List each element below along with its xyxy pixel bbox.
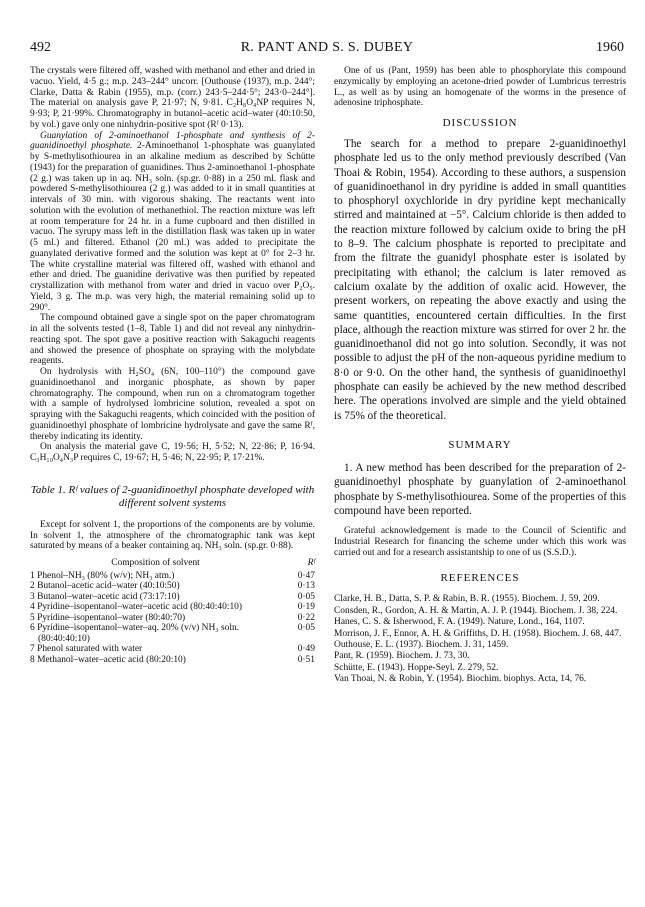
table-row bbox=[30, 623, 315, 644]
reference-item: Clarke, H. B., Datta, S. P. & Rabin, B. R. (1955). Biochem. J. 59, 209. bbox=[334, 594, 600, 605]
reference-item: Pant, R. (1959). Biochem. J. 73, 30. bbox=[334, 651, 470, 662]
solvent-cell: 6 Pyridine–isopentanol–water–aq. 20% (v/v) NH₃ soln. (80:40:40:10) bbox=[30, 623, 240, 644]
rf-cell: 0·19 bbox=[297, 602, 315, 612]
table-row bbox=[30, 592, 315, 603]
rf-cell: 0·05 bbox=[297, 591, 315, 602]
analysis-paragraph: On analysis the material gave C, 19·56; H, 5·52; N, 22·86; P, 16·94. C₃H₁₀O₄N₃P requires C, 19·67; H, 5·46; N, 22·95; P, 17·21%. bbox=[30, 442, 315, 463]
table-row bbox=[30, 602, 315, 613]
summary-text: 1. A new method has been described for the preparation of 2-guanidinoethyl phosphate by guanylation of 2-aminoethanol phosphate by S-methylisothiourea. Some of the properties of this compound have been reported. bbox=[334, 461, 626, 517]
summary-heading: SUMMARY bbox=[448, 438, 512, 451]
reference-item: Consden, R., Gordon, A. H. & Martin, A. J. P. (1944). Biochem. J. 38, 224. bbox=[334, 605, 618, 616]
crystals-paragraph: The crystals were filtered off, washed with methanol and ether and dried in vacuo. Yield, 4·5 g.; m.p. 243–244° uncorr. [Outhouse (1937), m.p. 244°; Clarke, Datta & Rabin (1955), m.p. (corr.) 243·5–244·5°; 243·0–244°]. The material on analysis gave P, 21·97; N, 9·81. C₂H₈O₄NP requires N, 9·93; P, 21·99%. Chromatography in butanol–acetic acid–water (40:10:50, by vol.) gave only one ninhydrin-positive spot (Rᶠ 0·13). bbox=[30, 66, 315, 130]
rf-table bbox=[30, 558, 315, 665]
rf-cell: 0·47 bbox=[297, 570, 315, 581]
rf-cell: 0·51 bbox=[297, 654, 315, 665]
discussion-text: The search for a method to prepare 2-guanidinoethyl phosphate led us to the only method previously described (Van Thoai & Robin, 1954). According to these authors, a suspension of guanidinoethanol in dry pyridine is added in small quantities to phosphoryl oxychloride in dry pyridine kept mechanically stirred and maintained at −5°. Calcium chloride is then added to the reaction mixture followed by calcium oxide to bring the pH to 8–9. The calcium phosphate is reported to precipitate and from the filtrate the guanidyl phosphate ester is isolated by precipitating with ethanol; the calcium is later removed as calcium oxalate by the addition of oxalic acid. However, the present workers, on repeating the above exactly and using the same quantities, encountered certain difficulties. In the first place, although the reaction mixture was stirred for over 2 hr. the guanidinoethanol did not go into solution. Secondly, it was not possible to adjust the pH of the non-aqueous pyridine medium to 8·0 or 9·0. On the other hand, the synthesis of guanidinoethyl phosphate can easily be achieved by the new method described here. The operations involved are simple and the yield obtained is 75% of the theoretical. bbox=[334, 138, 626, 422]
solvent-cell: 4 Pyridine–isopentanol–water–acetic acid (80:40:40:10) bbox=[30, 602, 243, 612]
guanylation-text: 2-Aminoethanol 1-phosphate was guanylated by S-methylisothiourea in an alkaline medium as described by Schütte (1943) for the preparation of guanidines. Thus 2-aminoethanol 1-phosphate (2 g.) was taken up in aq. NH₃ soln. (sp.gr. 0·88) in a 250 ml. flask and powdered S-methylisothiourea (2 g.) was added to it in small quantities at intervals of 30 min. with vigorous shaking. The reactants went into solution with the evolution of methanethiol. The reaction mixture was left at room temperature for 24 hr. in a fume cupboard and then distilled in vacuo. The syrupy mass left in the distillation flask was taken up in water (5 ml.) and filtered. Ethanol (20 ml.) was added to precipitate the guanylated derivative formed and the solution was kept at 0° for 2–3 hr. The white crystalline material was filtered off, washed with ethanol and ether and dried. The guanidine derivative was then purified by repeated crystallization with methanol from water and dried in vacuo over P₂O₅. Yield, 3 g. The m.p. was very high, the material remaining solid up to 290°. bbox=[30, 141, 315, 313]
rf-cell: 0·13 bbox=[297, 581, 315, 591]
right-column bbox=[334, 66, 626, 686]
table-note: Except for solvent 1, the proportions of the components are by volume. In solvent 1, the atmosphere of the chromatographic tank was kept saturated by means of a beaker containing aq. NH₃ soln. (sp.gr. 0·88). bbox=[30, 519, 315, 552]
table-row bbox=[30, 644, 315, 655]
solvent-cell: 1 Phenol–NH₃ (80% (w/v); NH₃ atm.) bbox=[30, 570, 175, 581]
guanylation-paragraph bbox=[30, 131, 315, 314]
table-row bbox=[30, 581, 315, 592]
acknowledgement: Grateful acknowledgement is made to the Council of Scientific and Industrial Research for financing the scheme under which this work was carried out and for a research assistantship to one of us (S.S.D.). bbox=[334, 526, 626, 558]
page-number: 492 bbox=[30, 40, 51, 55]
enzymic-paragraph: One of us (Pant, 1959) has been able to phosphorylate this compound enzymically by employing an acetone-dried powder of Lumbricus terrestris L., as well as by using an homogenate of the worms in the presence of adenosine triphosphate. bbox=[334, 66, 626, 109]
rf-cell: 0·22 bbox=[297, 612, 315, 623]
guanylation-heading: Guanylation of 2-aminoethanol 1-phosphate and synthesis of 2-guanidinoethyl phosphate. bbox=[30, 130, 315, 152]
reference-item: Outhouse, E. L. (1937). Biochem. J. 31, 1459. bbox=[334, 640, 509, 650]
table-header-rf-text: Rᶠ bbox=[307, 558, 315, 568]
reference-item: Morrison, J. F., Ennor, A. H. & Griffiths, D. H. (1958). Biochem. J. 68, 447. bbox=[334, 628, 622, 639]
reference-item: Schütte, E. (1943). Hoppe-Seyl. Z. 279, 52. bbox=[334, 662, 499, 673]
table-caption bbox=[30, 484, 315, 510]
running-header bbox=[30, 40, 624, 60]
table-caption-text: Table 1. Rᶠ values of 2-guanidinoethyl phosphate developed with different solvent systems bbox=[30, 483, 315, 509]
solvent-cell: 3 Butanol–water–acetic acid (73:17:10) bbox=[30, 591, 180, 602]
rf-cell: 0·05 bbox=[297, 623, 315, 633]
table-header-solvent: Composition of solvent bbox=[111, 558, 200, 568]
table-row bbox=[30, 571, 315, 582]
left-column bbox=[30, 66, 315, 665]
reference-list bbox=[334, 594, 626, 685]
solvent-cell: 5 Pyridine–isopentanol–water (80:40:70) bbox=[30, 612, 186, 623]
solvent-cell: 7 Phenol saturated with water bbox=[30, 644, 143, 654]
solvent-cell: 8 Methanol–water–acetic acid (80:20:10) bbox=[30, 654, 186, 665]
reference-item: Hanes, C. S. & Isherwood, F. A. (1949). Nature, Lond., 164, 1107. bbox=[334, 617, 585, 628]
journal-year: 1960 bbox=[596, 40, 624, 55]
discussion-heading: DISCUSSION bbox=[442, 117, 518, 129]
references-heading: REFERENCES bbox=[440, 572, 520, 585]
table-header-rf bbox=[281, 558, 315, 571]
hydrolysis-paragraph: On hydrolysis with H₂SO₄ (6N, 100–110°) the compound gave guanidinoethanol and inorganic phosphate, as shown by paper chromatography. The compound, when run on a chromatogram together with a sample of hydrolysed lombricine solution, revealed a spot on spraying with the Sakaguchi reagents, which coincided with the position of guanidinoethyl phosphate of lombricine hydrolysate and gave the same Rᶠ, thereby indicating its identity. bbox=[30, 367, 315, 442]
reference-item: Van Thoai, N. & Robin, Y. (1954). Biochim. biophys. Acta, 14, 76. bbox=[334, 674, 587, 685]
table-row bbox=[30, 655, 315, 666]
solvent-cell: 2 Butanol–acetic acid–water (40:10:50) bbox=[30, 581, 180, 591]
chromatogram-paragraph: The compound obtained gave a single spot on the paper chromatogram in all the solvents tested (1–8, Table 1) and did not reveal any ninhydrin-reacting spot. The spot gave a positive reaction with Sakaguchi reagents and showed the presence of phosphate on spraying with the molybdate reagents. bbox=[30, 313, 315, 367]
table-row bbox=[30, 613, 315, 624]
rf-cell: 0·49 bbox=[297, 644, 315, 654]
running-title: R. PANT AND S. S. DUBEY bbox=[240, 40, 414, 55]
